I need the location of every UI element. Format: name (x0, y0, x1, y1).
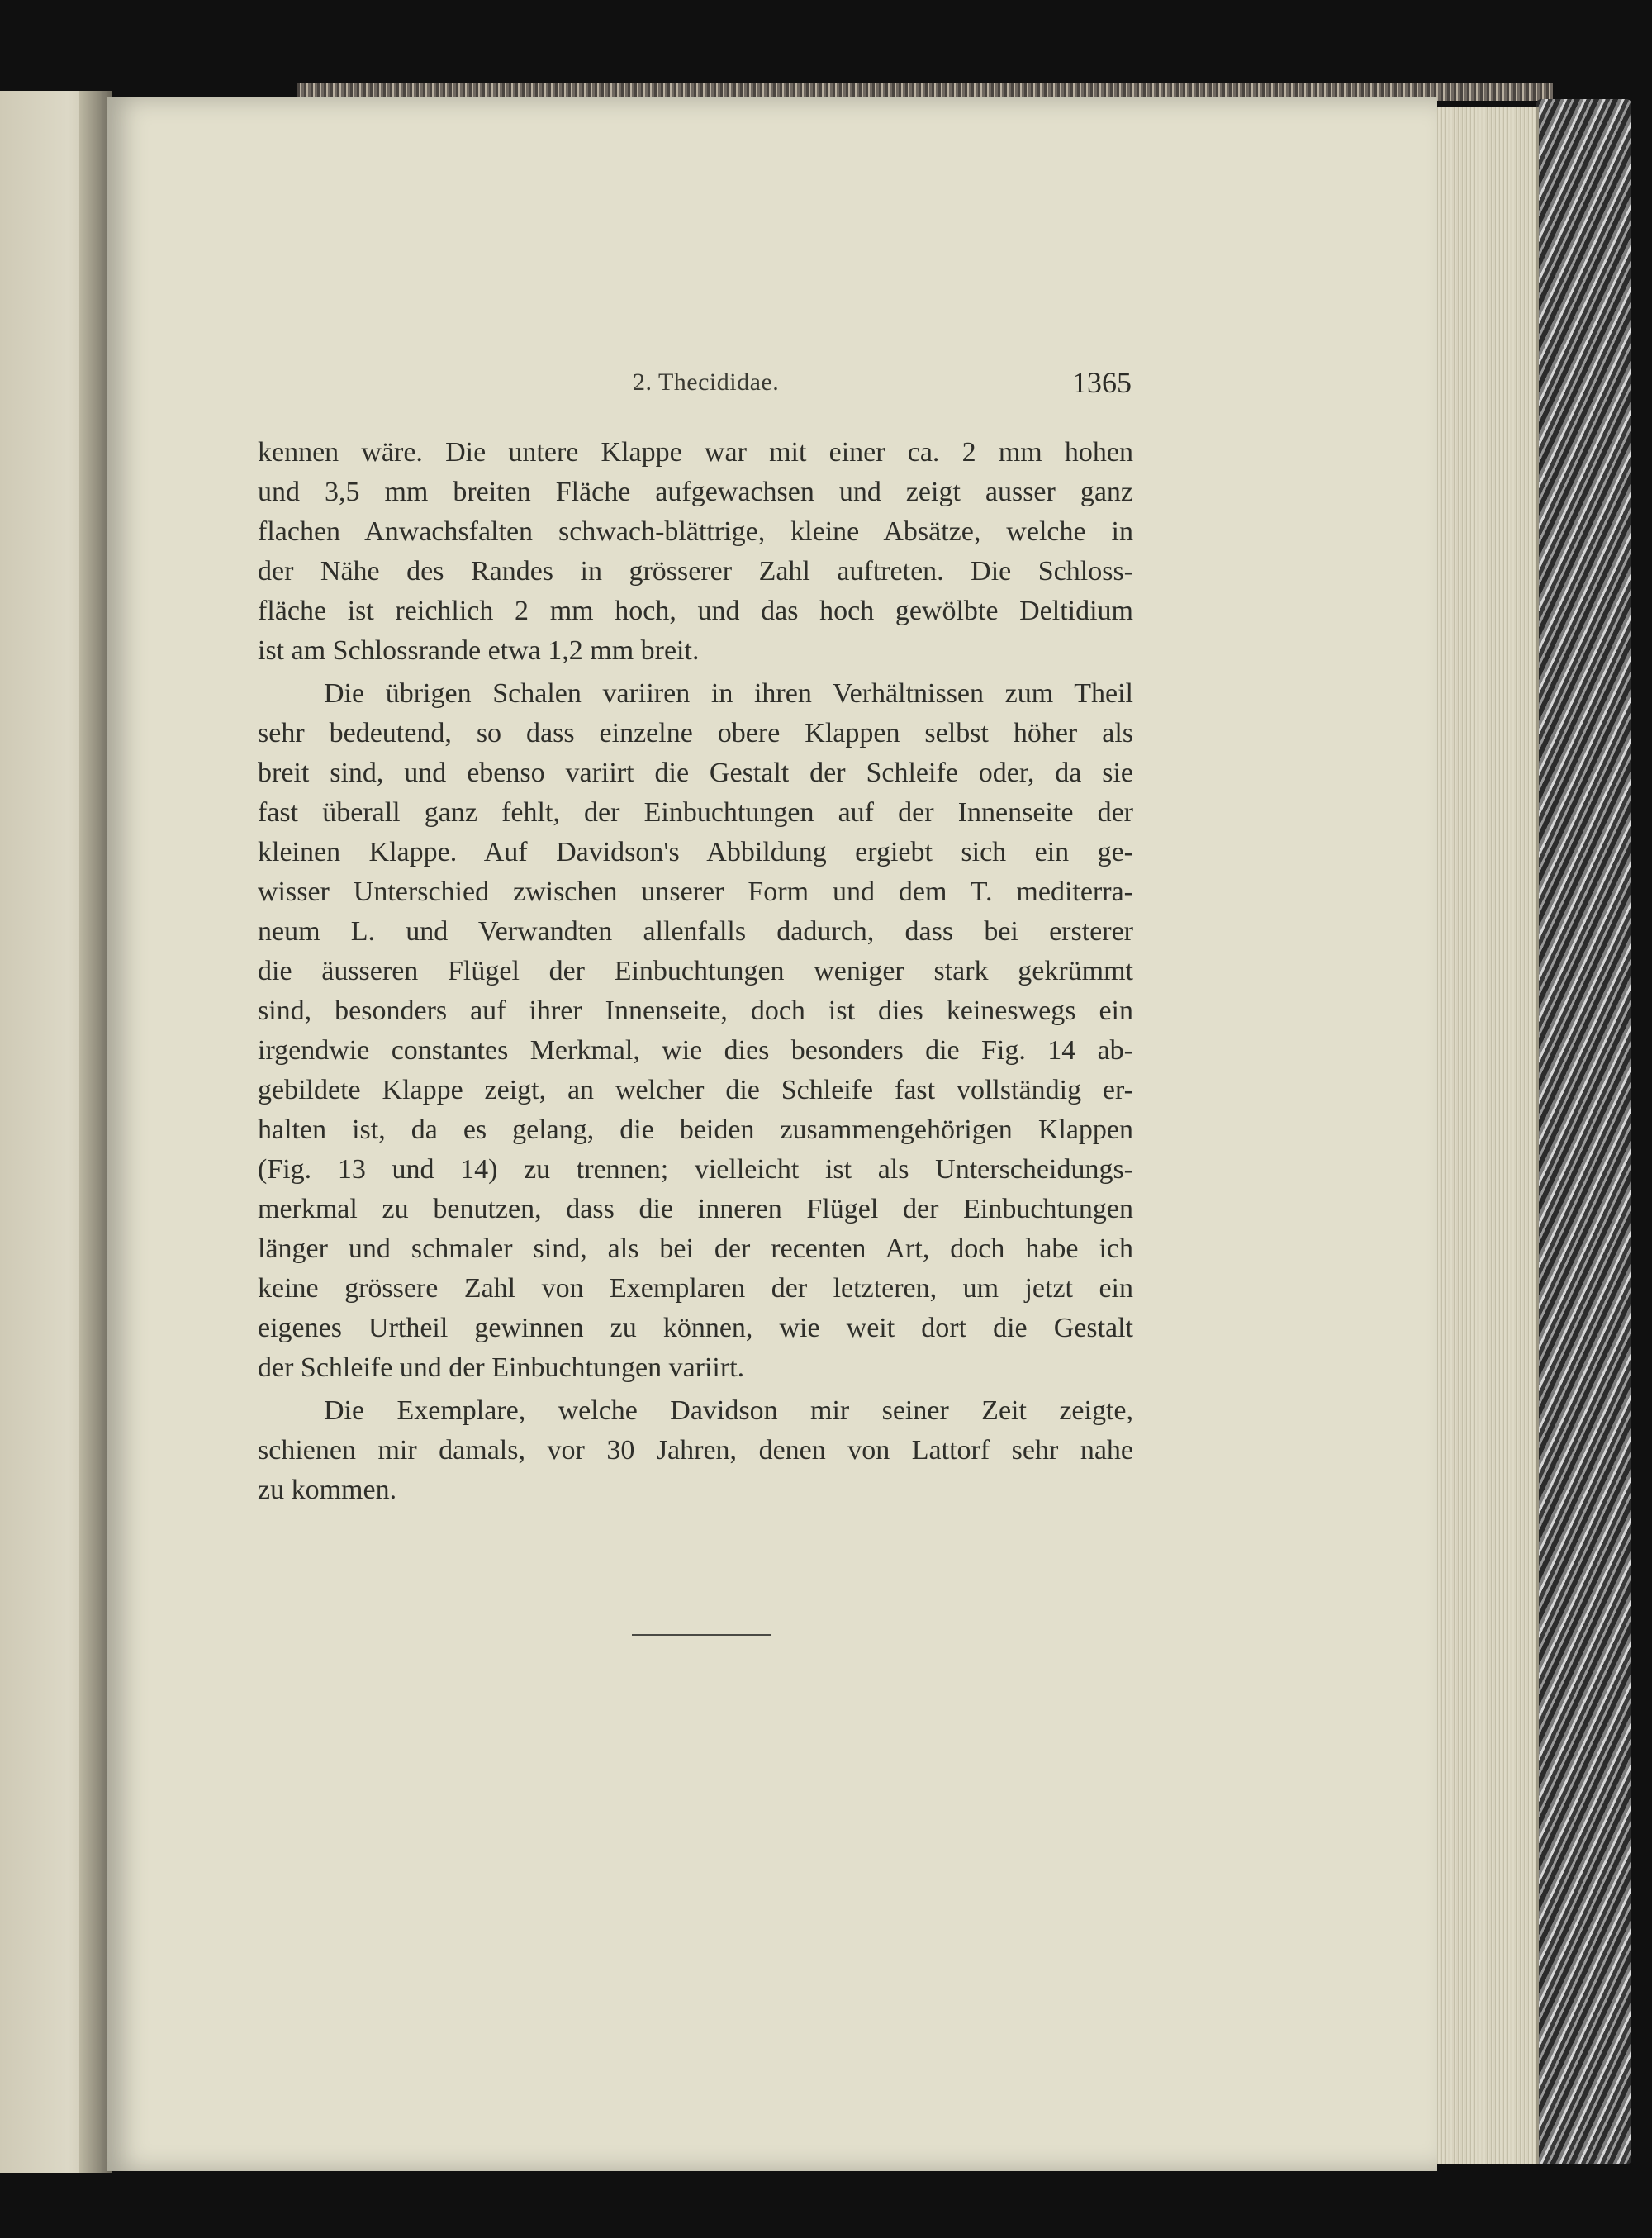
paragraph-2 (258, 674, 1133, 1388)
text-line: länger und schmaler sind, als bei der recenten Art, doch habe ich (258, 1233, 1133, 1264)
marbled-book-cover (1536, 99, 1631, 2164)
text-line: sind, besonders auf ihrer Innenseite, doch ist dies keineswegs ein (258, 995, 1133, 1026)
text-line: halten ist, da es gelang, die beiden zusammengehörigen Klappen (258, 1114, 1133, 1145)
text-line: fläche ist reichlich 2 mm hoch, und das hoch gewölbte Deltidium (258, 596, 1133, 626)
text-line: wisser Unterschied zwischen unserer Form und dem T. mediterra- (258, 877, 1133, 907)
text-line: neum L. und Verwandten allenfalls dadurch, dass bei ersterer (258, 916, 1133, 947)
section-end-rule (632, 1634, 771, 1636)
paragraph-1 (258, 433, 1133, 671)
text-line: Die übrigen Schalen variiren in ihren Verhältnissen zum Theil (324, 678, 1133, 709)
text-line: merkmal zu benutzen, dass die inneren Flügel der Einbuchtungen (258, 1194, 1133, 1224)
text-line: zu kommen. (258, 1475, 397, 1505)
text-line: Die Exemplare, welche Davidson mir seiner Zeit zeigte, (324, 1395, 1133, 1426)
text-line: sehr bedeutend, so dass einzelne obere Klappen selbst höher als (258, 718, 1133, 748)
text-line: kleinen Klappe. Auf Davidson's Abbildung ergiebt sich ein ge- (258, 837, 1133, 867)
running-head-title: 2. Thecididae. (633, 368, 780, 396)
text-line: (Fig. 13 und 14) zu trennen; vielleicht ist als Unterscheidungs- (258, 1154, 1133, 1185)
text-line: kennen wäre. Die untere Klappe war mit einer ca. 2 mm hohen (258, 437, 1133, 468)
text-line: flachen Anwachsfalten schwach-blättrige, kleine Absätze, welche in (258, 516, 1133, 547)
text-line: ist am Schlossrande etwa 1,2 mm breit. (258, 635, 700, 666)
page-number: 1365 (1072, 366, 1132, 399)
paragraph-3 (258, 1391, 1133, 1510)
text-line: die äusseren Flügel der Einbuchtungen weniger stark gekrümmt (258, 956, 1133, 986)
text-line: schienen mir damals, vor 30 Jahren, denen von Lattorf sehr nahe (258, 1435, 1133, 1466)
text-line: und 3,5 mm breiten Fläche aufgewachsen und zeigt ausser ganz (258, 477, 1133, 507)
text-line: der Nähe des Randes in grösserer Zahl auftreten. Die Schloss- (258, 556, 1133, 587)
body-text (258, 433, 1133, 1513)
text-line: der Schleife und der Einbuchtungen variirt. (258, 1352, 745, 1383)
text-line: keine grössere Zahl von Exemplaren der letzteren, um jetzt ein (258, 1273, 1133, 1304)
text-line: fast überall ganz fehlt, der Einbuchtungen auf der Innenseite der (258, 797, 1133, 828)
running-head (261, 363, 1132, 421)
text-line: eigenes Urtheil gewinnen zu können, wie weit dort die Gestalt (258, 1313, 1133, 1343)
page-edges (1436, 107, 1539, 2164)
text-line: breit sind, und ebenso variirt die Gestalt der Schleife oder, da sie (258, 758, 1133, 788)
text-line: irgendwie constantes Merkmal, wie dies besonders die Fig. 14 ab- (258, 1035, 1133, 1066)
text-line: gebildete Klappe zeigt, an welcher die Schleife fast vollständig er- (258, 1075, 1133, 1105)
